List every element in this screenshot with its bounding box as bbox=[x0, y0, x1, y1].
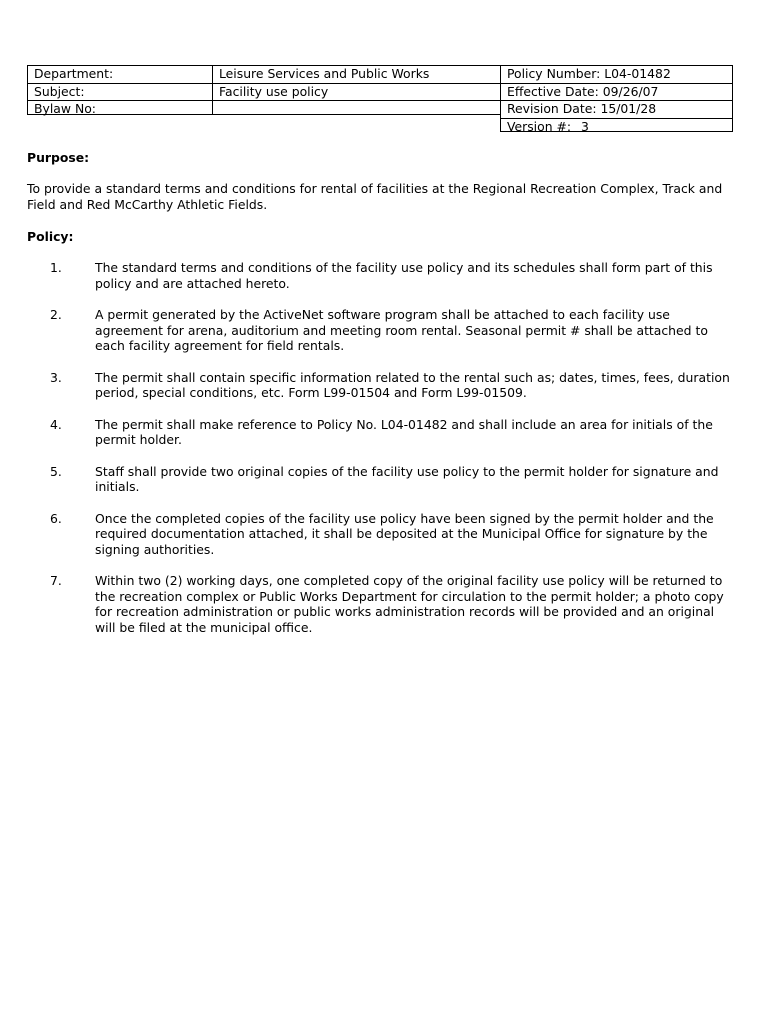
bylaw-label: Bylaw No: bbox=[34, 101, 96, 117]
item-text: The permit shall contain specific information related to the rental such as; dates, times, fees, duration period, special conditions, etc. Form L99-01504 and Form L99-01509. bbox=[95, 369, 730, 400]
header-table bbox=[27, 65, 733, 135]
effective-date-label: Effective Date: bbox=[507, 83, 599, 99]
item-number: 4. bbox=[50, 416, 62, 432]
department-value: Leisure Services and Public Works bbox=[213, 66, 500, 84]
item-text: The standard terms and conditions of the facility use policy and its schedules shall form part of this policy and are attached hereto. bbox=[95, 260, 713, 291]
list-item bbox=[27, 260, 743, 291]
header-values bbox=[212, 65, 501, 115]
version-label: Version #: bbox=[507, 119, 572, 135]
item-number: 7. bbox=[50, 573, 62, 588]
item-number: 5. bbox=[50, 463, 62, 479]
revision-date-label: Revision Date: bbox=[507, 101, 597, 117]
policy-list bbox=[27, 260, 743, 635]
effective-date-value: 09/26/07 bbox=[602, 83, 659, 99]
item-number: 2. bbox=[50, 307, 62, 322]
item-number: 3. bbox=[50, 369, 62, 385]
item-text: The permit shall make reference to Policy No. L04-01482 and shall include an area for initials of the permit holder. bbox=[95, 416, 713, 447]
item-number: 6. bbox=[50, 510, 62, 526]
list-item bbox=[27, 370, 743, 401]
list-item bbox=[27, 417, 743, 448]
item-text: Staff shall provide two original copies of the facility use policy to the permit holder for signature and initials. bbox=[95, 463, 719, 494]
policy-number-value: L04-01482 bbox=[604, 66, 671, 81]
list-item bbox=[27, 573, 743, 635]
subject-label: Subject: bbox=[28, 84, 212, 102]
item-text: A permit generated by the ActiveNet software program shall be attached to each facility use agreement for arena, auditorium and meeting room rental. Seasonal permit # shall be attached to each facility agreement for field rentals. bbox=[95, 307, 708, 353]
version-value: 3 bbox=[581, 119, 589, 135]
header-labels bbox=[27, 65, 213, 115]
purpose-text: To provide a standard terms and conditions for rental of facilities at the Regional Recreation Complex, Track and Field and Red McCarthy Athletic Fields. bbox=[27, 181, 723, 212]
policy-document bbox=[27, 65, 743, 651]
revision-date-row bbox=[501, 101, 732, 119]
department-label: Department: bbox=[28, 66, 212, 84]
revision-date-value: 15/01/28 bbox=[600, 101, 657, 117]
list-item bbox=[27, 464, 743, 495]
version-row bbox=[501, 119, 732, 136]
list-item bbox=[27, 307, 743, 354]
item-text: Once the completed copies of the facility use policy have been signed by the permit holder and the required documentation attached, it shall be deposited at the Municipal Office for signature by the signing authorities. bbox=[95, 510, 714, 557]
item-number: 1. bbox=[50, 260, 62, 275]
policy-heading: Policy: bbox=[27, 229, 74, 244]
policy-info bbox=[500, 65, 733, 135]
policy-number-label: Policy Number: bbox=[507, 66, 601, 81]
subject-value: Facility use policy bbox=[213, 84, 500, 102]
policy-number-row bbox=[501, 66, 732, 84]
effective-date-row bbox=[501, 84, 732, 102]
item-text: Within two (2) working days, one completed copy of the original facility use policy will be returned to the recreation complex or Public Works Department for circulation to the permit holder; a photo copy for recreation administration or public works administration records will be provided and an original will be filed at the municipal office. bbox=[95, 573, 724, 635]
purpose-heading: Purpose: bbox=[27, 150, 90, 165]
bylaw-value bbox=[213, 101, 500, 118]
list-item bbox=[27, 511, 743, 558]
